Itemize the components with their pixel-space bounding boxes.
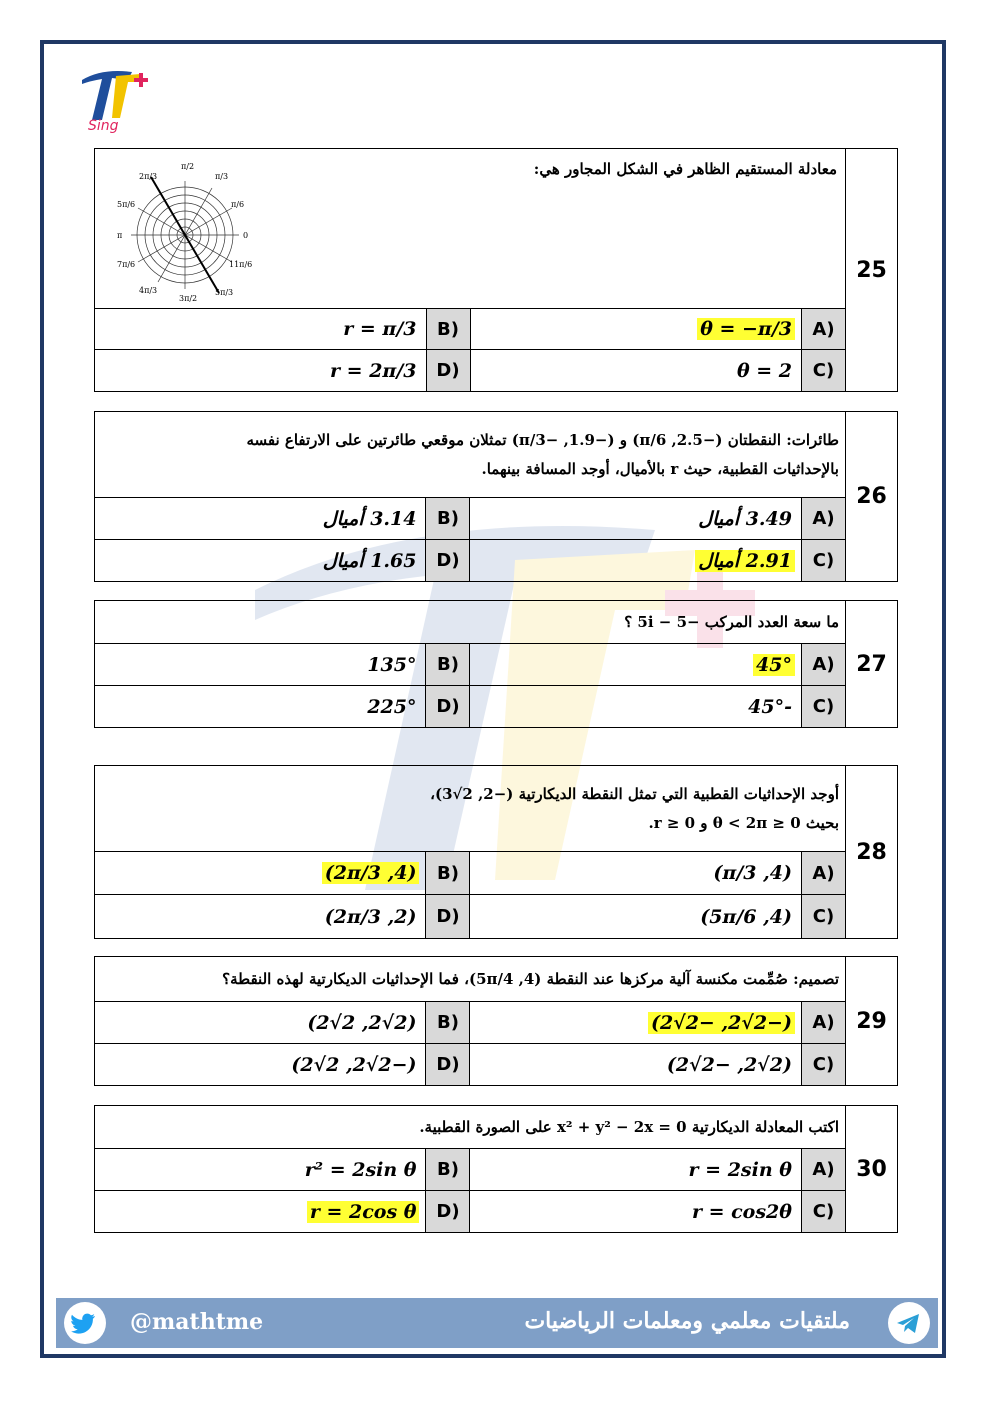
- polar-label: 5π/6: [117, 200, 136, 209]
- polar-label: π/2: [181, 162, 195, 171]
- polar-label: 11π/6: [229, 260, 253, 269]
- question-25: [94, 148, 898, 392]
- label-a: A): [801, 1002, 845, 1044]
- answer-c[interactable]: θ = 2: [470, 350, 802, 392]
- polar-label: π/3: [215, 172, 229, 181]
- question-number: 28: [846, 766, 898, 939]
- answer-b[interactable]: r = π/3: [95, 309, 427, 350]
- answer-c[interactable]: r = cos2θ: [470, 1191, 801, 1233]
- logo-text: Sing: [88, 118, 119, 134]
- stem-line-1: أوجد الإحداثيات القطبية التي تمثل النقطة الديكارتية (−2, 2√3)،: [430, 785, 839, 803]
- question-27: [94, 600, 898, 728]
- polar-label: π/6: [231, 200, 245, 209]
- stem-line-2: بحيث 0 ≤ θ < 2π و r ≥ 0.: [648, 813, 839, 832]
- answer-b[interactable]: (2√2, 2√2): [95, 1002, 426, 1044]
- label-d: D): [426, 686, 470, 728]
- stem-line-1: طائرات: النقطتان (−2.5, π/6) و (−1.9, −π/3) تمثلان موقعي طائرتين على الارتفاع نفسه: [246, 431, 839, 449]
- label-d: D): [426, 540, 470, 582]
- answer-d[interactable]: (−2√2, 2√2): [95, 1044, 426, 1086]
- question-number: 29: [846, 957, 898, 1086]
- answer-d[interactable]: 225°: [95, 686, 426, 728]
- answer-c[interactable]: -45°: [470, 686, 801, 728]
- polar-label: 5π/3: [215, 288, 234, 297]
- footer-title: ملتقيات معلمي ومعلمات الرياضيات: [524, 1308, 850, 1334]
- question-28: [94, 765, 898, 939]
- polar-label: 0: [243, 231, 249, 240]
- question-stem: اكتب المعادلة الديكارتية x² + y² − 2x = 0 على الصورة القطبية.: [95, 1106, 846, 1149]
- polar-label: 2π/3: [139, 172, 158, 181]
- stem-line-2: بالإحداثيات القطبية، حيث r بالأميال، أوجد المسافة بينهما.: [481, 459, 839, 478]
- answer-d[interactable]: (2, 2π/3): [95, 895, 426, 939]
- label-c: C): [801, 686, 845, 728]
- polar-label: π: [117, 231, 123, 240]
- twitter-icon[interactable]: [64, 1302, 106, 1344]
- answer-b[interactable]: (4, 2π/3): [95, 852, 426, 895]
- logo: [72, 60, 164, 136]
- label-b: B): [426, 644, 470, 686]
- answer-a[interactable]: θ = −π/3: [470, 309, 802, 350]
- question-stem: [95, 766, 846, 852]
- answer-a[interactable]: (4, π/3): [470, 852, 801, 895]
- question-number: 25: [846, 149, 898, 392]
- answer-a[interactable]: (−2√2, −2√2): [470, 1002, 801, 1044]
- question-stem: [95, 412, 846, 498]
- answer-a[interactable]: 3.49 أميال: [470, 498, 801, 540]
- label-b: B): [426, 1002, 470, 1044]
- polar-grid-figure: [111, 155, 259, 303]
- question-number: 30: [846, 1106, 898, 1233]
- question-29: [94, 956, 898, 1086]
- label-d: D): [426, 895, 470, 939]
- label-c: C): [802, 350, 846, 392]
- label-b: B): [426, 1149, 470, 1191]
- answer-b[interactable]: 3.14 أميال: [95, 498, 426, 540]
- label-a: A): [801, 1149, 845, 1191]
- polar-label: 4π/3: [139, 286, 158, 295]
- question-26: [94, 411, 898, 582]
- answer-b[interactable]: r² = 2sin θ: [95, 1149, 426, 1191]
- label-a: A): [802, 309, 846, 350]
- label-b: B): [426, 852, 470, 895]
- answer-c[interactable]: (4, 5π/6): [470, 895, 801, 939]
- question-stem: ما سعة العدد المركب −5 − 5i ؟: [95, 601, 846, 644]
- label-d: D): [426, 1191, 470, 1233]
- label-c: C): [801, 1191, 845, 1233]
- answer-a[interactable]: r = 2sin θ: [470, 1149, 801, 1191]
- polar-label: 3π/2: [179, 294, 198, 303]
- label-b: B): [426, 498, 470, 540]
- answer-b[interactable]: 135°: [95, 644, 426, 686]
- answer-a[interactable]: 45°: [470, 644, 801, 686]
- telegram-icon[interactable]: [888, 1302, 930, 1344]
- label-a: A): [801, 498, 845, 540]
- answer-c[interactable]: (2√2, −2√2): [470, 1044, 801, 1086]
- label-c: C): [801, 1044, 845, 1086]
- label-b: B): [426, 309, 470, 350]
- question-30: [94, 1105, 898, 1233]
- label-a: A): [801, 644, 845, 686]
- question-number: 27: [846, 601, 898, 728]
- label-c: C): [801, 895, 845, 939]
- polar-label: 7π/6: [117, 260, 136, 269]
- stem-text: معادلة المستقيم الظاهر في الشكل المجاور هي:: [533, 160, 837, 178]
- twitter-handle[interactable]: @mathtme: [130, 1309, 264, 1335]
- question-stem: [95, 149, 846, 309]
- question-number: 26: [846, 412, 898, 582]
- label-c: C): [801, 540, 845, 582]
- answer-c[interactable]: 2.91 أميال: [470, 540, 801, 582]
- label-d: D): [426, 350, 470, 392]
- question-stem: تصميم: صُمِّمت مكنسة آلية مركزها عند النقطة (4, 5π/4)، فما الإحداثيات الديكارتية لهذه النقطة؟: [95, 957, 846, 1002]
- footer-bar: [56, 1298, 938, 1348]
- label-a: A): [801, 852, 845, 895]
- label-d: D): [426, 1044, 470, 1086]
- answer-d[interactable]: r = 2cos θ: [95, 1191, 426, 1233]
- answer-d[interactable]: 1.65 أميال: [95, 540, 426, 582]
- answer-d[interactable]: r = 2π/3: [95, 350, 427, 392]
